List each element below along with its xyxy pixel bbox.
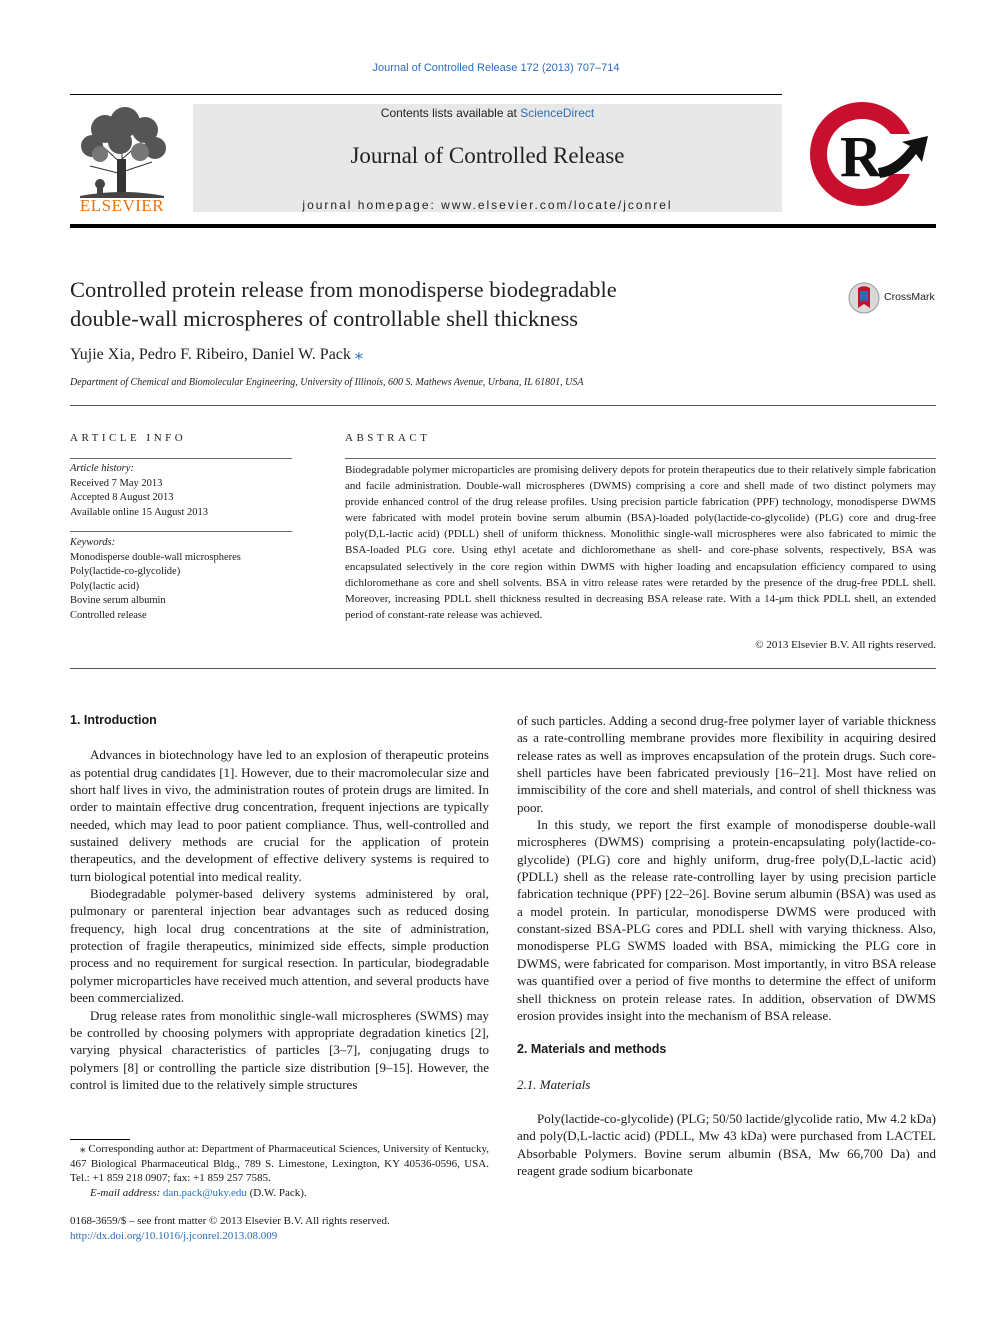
keyword-item: Bovine serum albumin	[70, 595, 166, 606]
paragraph: Biodegradable polymer-based delivery systems administered by oral, pulmonary or parenteral injection bear advantages such as reduced dosing frequency, high local drug concentrations at the site of administration, protection of fragile therapeutics, minimized side effects, simple production process and no requirement for surgical resection. In particular, biodegradable polymer microparticles have received much attention, and several products have been commercialized.	[70, 886, 489, 1006]
footnote	[70, 1142, 489, 1200]
sciencedirect-link[interactable]: ScienceDirect	[520, 106, 595, 120]
crossmark-label[interactable]: CrossMark	[884, 291, 935, 303]
authors: Yujie Xia, Pedro F. Ribeiro, Daniel W. Pack	[70, 346, 351, 363]
paragraph: Poly(lactide-co-glycolide) (PLG; 50/50 lactide/glycolide ratio, Mw 4.2 kDa) and poly(D,L-lactic acid) (PDLL, Mw 43 kDa) were purchased from LACTEL Absorbable Polymers. Bovine serum albumin (BSA, Mw 66,700 Da) and reagent grade sodium bicarbonate	[517, 1110, 936, 1178]
jcr-logo	[800, 96, 940, 216]
title-line-1: Controlled protein release from monodisperse biodegradable	[70, 277, 617, 302]
homepage-link[interactable]: www.elsevier.com/locate/jconrel	[441, 198, 673, 212]
footnote-rule	[70, 1139, 130, 1140]
homepage-prefix: journal homepage:	[302, 198, 442, 212]
methods-heading: 2. Materials and methods	[517, 1042, 667, 1057]
history-label: Article history:	[70, 463, 134, 474]
author-list	[70, 344, 363, 364]
article-title	[70, 275, 770, 333]
corresponding-author-note: Corresponding author at: Department of Pharmaceutical Sciences, University of Kentucky, 467 Biological Pharmaceutical Bldg., 789 S. Limestone, Lexington, KY 40536-0596, USA. Tel.: +1 859 218 0907; fax: +1 859 257 7585.	[70, 1143, 490, 1184]
paragraph: In this study, we report the first example of monodisperse double-wall microspheres (DWMS) comprising a protein-encapsulating poly(lactide-co-glycolide) (PLG) core and highly uniform, drug-free poly(D,L-lactic acid) (PDLL) shell as the release rate-controlling layer by using precision particle fabrication technique (PPF) [22–26]. Bovine serum albumin (BSA) was used as a model protein. In particular, monodisperse DWMS were produced with constant-sized BSA-PLG cores and PDLL shell with varying thickness. Also, monodisperse PLG SWMS loaded with BSA, mimicking the PLG core in DWMS, were fabricated for comparison. Most importantly, in vitro BSA release was quantified over a period of five months to determine the effect of uniform shell thickness on protein release rates. In addition, observation of DWMS erosion provides insight into the mechanism of BSA release.	[517, 817, 936, 1023]
article-history	[70, 462, 300, 520]
email-suffix: (D.W. Pack).	[246, 1186, 307, 1199]
paragraph: of such particles. Adding a second drug-free polymer layer of variable thickness as a rate-controlling membrane provides more flexibility in acquiring desired release rates as well as improves encapsulation of the protein drugs. Such core-shell particles have been fabricated previously [16–21]. Most have relied on immiscibility of the core and shell materials, and control of shell thickness was poor.	[517, 713, 936, 815]
abstract-divider	[70, 668, 936, 669]
header-divider	[70, 224, 936, 228]
paragraph: Drug release rates from monolithic single-wall microspheres (SWMS) may be controlled by choosing polymers with appropriate degradation kinetics [2], varying physical characteristics of particles [3–7], conjugating drugs to polymers [8] or controlling the particle size distribution [9–15]. However, the control is limited due to the relatively simple structures	[70, 1007, 489, 1092]
keyword-item: Poly(lactic acid)	[70, 580, 140, 592]
title-line-2: double-wall microspheres of controllable shell thickness	[70, 306, 578, 331]
doi-link[interactable]: http://dx.doi.org/10.1016/j.jconrel.2013.08.009	[70, 1229, 278, 1242]
left-column	[70, 712, 489, 1093]
materials-heading: 2.1. Materials	[517, 1076, 591, 1092]
keywords-rule	[70, 531, 292, 532]
title-divider	[70, 405, 936, 406]
history-accepted: Accepted 8 August 2013	[70, 492, 174, 503]
footnote-mark: ⁎	[80, 1143, 86, 1155]
keyword-item: Controlled release	[70, 609, 147, 621]
article-info-heading: ARTICLE INFO	[70, 432, 187, 444]
svg-text:R: R	[840, 124, 882, 189]
affiliation: Department of Chemical and Biomolecular Engineering, University of Illinois, 600 S. Mathews Avenue, Urbana, IL 61801, USA	[70, 377, 584, 388]
right-column	[517, 712, 936, 1179]
history-received: Received 7 May 2013	[70, 477, 163, 489]
journal-homepage	[193, 198, 782, 212]
contents-prefix: Contents lists available at	[380, 106, 521, 120]
keyword-item: Monodisperse double-wall microspheres	[70, 551, 241, 563]
elsevier-logo-text: ELSEVIER	[79, 196, 165, 215]
top-rule	[70, 94, 782, 95]
journal-citation[interactable]: Journal of Controlled Release 172 (2013) 707–714	[372, 62, 620, 74]
journal-title: Journal of Controlled Release	[350, 143, 625, 168]
email-link[interactable]: dan.pack@uky.edu	[162, 1186, 247, 1199]
contents-line	[193, 106, 782, 120]
paragraph: Advances in biotechnology have led to an explosion of therapeutic proteins as potential drug candidates [1]. However, due to their macromolecular size and short half lives in vivo, the administration routes of protein drugs are limited. In order to maintain effective drug concentration, frequent injections are typically needed, which may lead to poor patient compliance. Thus, well-controlled and sustained delivery methods are crucial for the application of protein therapeutics, and the development of effective delivery systems is required to turn biological potential into medical reality.	[70, 747, 489, 884]
history-online: Available online 15 August 2013	[70, 506, 209, 518]
front-matter	[70, 1214, 489, 1243]
abstract-rule	[345, 458, 936, 459]
email-label: E-mail address:	[90, 1186, 163, 1199]
keywords-label: Keywords:	[70, 537, 116, 548]
keywords	[70, 536, 300, 623]
keyword-item: Poly(lactide-co-glycolide)	[70, 566, 181, 577]
corresponding-author-mark[interactable]: ⁎	[354, 346, 363, 363]
copyright: © 2013 Elsevier B.V. All rights reserved.	[755, 639, 936, 651]
issn-line: 0168-3659/$ – see front matter © 2013 Elsevier B.V. All rights reserved.	[70, 1215, 390, 1227]
abstract-text: Biodegradable polymer microparticles are promising delivery depots for protein therapeutics due to their relatively simple fabrication and facile administration. Double-wall microspheres (DWMS) comprising a core and shell made of two distinct polymers may provide enhanced control of the drug release profiles. Using precision particle fabrication (PPF) technology, monodisperse DWMS were fabricated with model protein bovine serum albumin (BSA)-loaded poly(lactide-co-glycolide) (PLG) core and drug-free poly(D,L-lactic acid) (PDLL) shell of uniform thickness. Monolithic single-wall microspheres were also fabricated to mimic the BSA-loaded PLG core. Using ethyl acetate and dichloromethane as shell- and core-phase solvents, respectively, BSA was encapsulated selectively in the core region within DWMS with higher loading and encapsulation efficiency compared to using dichloromethane as core and shell solvents. BSA in vitro release rates were retarded by the presence of the drug-free PDLL shell. Moreover, increasing PDLL shell thickness resulted in decreasing BSA release rate. With a 14-μm thick PDLL shell, an extended period of constant-rate release was achieved.	[345, 464, 936, 621]
abstract-heading: ABSTRACT	[345, 432, 431, 444]
article-info-rule	[70, 458, 292, 459]
intro-heading: 1. Introduction	[70, 713, 157, 727]
